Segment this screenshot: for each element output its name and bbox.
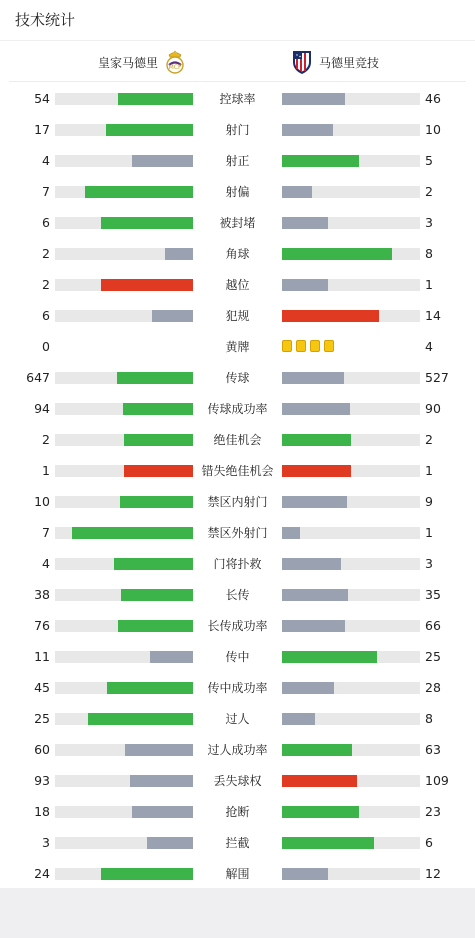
away-stat-value: 14 [425,308,441,323]
away-team [291,49,379,75]
home-stat-bar-track [55,93,193,105]
stat-row [0,585,475,605]
stat-label: 绝佳机会 [213,433,262,447]
home-stat-bar-track [55,775,193,787]
away-stat-value: 8 [425,711,433,726]
stat-label: 角球 [225,247,250,261]
stat-row [0,523,475,543]
stat-row [0,430,475,450]
away-stat-value: 1 [425,463,433,478]
stat-row [0,492,475,512]
stat-row [0,709,475,729]
stat-label: 错失绝佳机会 [201,464,274,478]
away-stat-bar-track [282,775,420,787]
yellow-card-icon [282,340,292,352]
stat-row [0,771,475,791]
home-stat-bar-track [55,155,193,167]
home-stat-value: 4 [42,556,50,571]
stat-label: 越位 [225,278,250,292]
away-stat-value: 5 [425,153,433,168]
stat-label: 拦截 [225,836,250,850]
home-stat-value: 18 [34,804,50,819]
away-stat-value: 1 [425,525,433,540]
away-stat-bar-track [282,248,420,260]
stat-row [0,678,475,698]
away-stat-value: 2 [425,432,433,447]
away-stat-bar [282,775,357,787]
home-stat-bar [117,372,193,384]
home-stat-bar [114,558,193,570]
home-stat-bar-track [55,589,193,601]
home-team-name: 皇家马德里 [97,55,158,70]
stat-label: 禁区内射门 [207,495,268,509]
away-stat-value: 23 [425,804,441,819]
home-stat-bar [120,496,193,508]
home-stat-bar [101,217,193,229]
stat-label: 长传成功率 [207,619,268,633]
stat-label: 射门 [225,123,250,137]
away-stat-bar-track [282,279,420,291]
away-team-name: 马德里竞技 [319,55,380,70]
stat-row [0,275,475,295]
away-stat-value: 2 [425,184,433,199]
home-stat-bar-track [55,651,193,663]
away-stat-bar-track [282,713,420,725]
home-stat-bar-track [55,434,193,446]
home-stat-bar-track [55,558,193,570]
home-stat-bar [150,651,193,663]
away-stat-bar-track [282,682,420,694]
yellow-card-icon [310,340,320,352]
stat-row [0,89,475,109]
away-stat-bar-track [282,217,420,229]
away-stat-bar [282,279,328,291]
away-stat-bar [282,589,348,601]
away-stat-bar [282,713,315,725]
home-stat-bar [118,93,193,105]
home-stat-value: 38 [34,587,50,602]
stat-label: 传球成功率 [207,402,268,416]
stat-label: 过人成功率 [207,743,268,757]
home-stat-value: 7 [42,525,50,540]
home-stat-value: 647 [26,370,50,385]
home-stat-bar [152,310,193,322]
away-stat-bar [282,620,345,632]
away-stat-value: 1 [425,277,433,292]
away-stat-bar-track [282,124,420,136]
stat-row [0,399,475,419]
home-stat-bar [88,713,193,725]
stat-label: 长传 [225,588,250,602]
yellow-card-icon [296,340,306,352]
away-stat-bar-track [282,496,420,508]
page-title: 技术统计 [0,0,475,41]
home-stat-bar [132,155,193,167]
home-stat-bar [85,186,193,198]
home-stat-bar-track [55,217,193,229]
home-stat-bar-track [55,279,193,291]
stat-label: 传中 [225,650,250,664]
home-stat-bar [106,124,193,136]
home-stat-bar [165,248,193,260]
stat-row [0,554,475,574]
away-stat-bar-track [282,744,420,756]
away-stat-value: 527 [425,370,449,385]
away-stat-bar-track [282,837,420,849]
home-stat-bar-track [55,248,193,260]
stat-row [0,244,475,264]
away-stat-bar [282,837,374,849]
home-stat-bar-track [55,496,193,508]
away-stat-bar-track [282,93,420,105]
home-stat-bar-track [55,744,193,756]
home-stat-bar-track [55,186,193,198]
home-stat-bar [124,434,193,446]
stat-row [0,151,475,171]
home-stat-value: 24 [34,866,50,881]
stat-label: 传球 [225,371,250,385]
home-stat-bar [107,682,193,694]
home-stat-value: 60 [34,742,50,757]
home-stat-bar [101,868,193,880]
away-stat-bar [282,124,333,136]
away-stat-bar-track [282,434,420,446]
stat-row [0,182,475,202]
home-stat-value: 2 [42,246,50,261]
away-stat-value: 6 [425,835,433,850]
home-stat-value: 7 [42,184,50,199]
home-stat-bar [130,775,193,787]
home-stat-bar [118,620,193,632]
stat-label: 解围 [225,867,250,881]
home-stat-bar-track [55,806,193,818]
stat-label: 射正 [225,154,250,168]
away-stat-bar-track [282,558,420,570]
away-stat-bar-track [282,806,420,818]
away-stat-value: 9 [425,494,433,509]
away-stat-value: 90 [425,401,441,416]
stat-row [0,213,475,233]
teams-header [9,41,466,82]
away-stat-value: 3 [425,215,433,230]
home-stat-bar-track [55,465,193,477]
away-stat-bar [282,93,345,105]
home-stat-value: 3 [42,835,50,850]
stat-row [0,461,475,481]
away-stat-value: 28 [425,680,441,695]
away-stat-bar [282,682,334,694]
home-stat-bar [121,589,193,601]
home-stat-value: 1 [42,463,50,478]
home-stat-value: 94 [34,401,50,416]
home-stat-bar [147,837,193,849]
away-stat-bar-track [282,310,420,322]
away-stat-bar-track [282,465,420,477]
away-stat-bar [282,248,392,260]
stat-label: 抢断 [225,805,250,819]
home-stat-value: 93 [34,773,50,788]
home-stat-value: 6 [42,308,50,323]
away-stat-value: 46 [425,91,441,106]
away-stat-bar [282,868,328,880]
stat-label: 传中成功率 [207,681,268,695]
away-stat-bar [282,651,377,663]
home-stat-bar [124,465,193,477]
home-stat-bar-track [55,837,193,849]
away-stat-bar [282,527,300,539]
away-stat-bar-track [282,651,420,663]
away-stat-bar-track [282,589,420,601]
away-stat-bar-track [282,155,420,167]
home-stat-value: 4 [42,153,50,168]
home-stat-value: 25 [34,711,50,726]
stat-label: 控球率 [219,92,256,106]
home-stat-bar [72,527,193,539]
stat-row [0,368,475,388]
away-stat-bar [282,310,379,322]
stat-row [0,616,475,636]
away-stat-value: 3 [425,556,433,571]
stat-row [0,120,475,140]
stat-label: 门将扑救 [213,557,262,571]
home-stat-value: 0 [42,339,50,354]
stat-row [0,740,475,760]
home-stat-bar [123,403,193,415]
away-stat-bar [282,465,351,477]
away-stat-bar-track [282,186,420,198]
away-stat-bar-track [282,527,420,539]
home-stat-value: 76 [34,618,50,633]
away-stat-value: 66 [425,618,441,633]
home-stat-bar-track [55,124,193,136]
stat-row [0,647,475,667]
away-stat-bar-track [282,620,420,632]
home-stat-bar [101,279,193,291]
home-stat-value: 45 [34,680,50,695]
home-stat-value: 11 [34,649,50,664]
yellow-card-icon [324,340,334,352]
stat-label: 黄牌 [225,340,250,354]
stat-label: 被封堵 [219,216,256,230]
away-stat-bar [282,806,359,818]
home-stat-value: 2 [42,432,50,447]
stat-label: 禁区外射门 [207,526,268,540]
away-stat-value: 10 [425,122,441,137]
stat-label: 丢失球权 [213,774,262,788]
away-stat-bar [282,496,347,508]
home-stat-bar-track [55,682,193,694]
away-stat-bar [282,744,352,756]
svg-text:MCF: MCF [168,64,182,71]
away-stat-value: 35 [425,587,441,602]
home-team [98,49,186,75]
home-stat-bar-track [55,527,193,539]
atletico-madrid-crest-icon [291,49,313,75]
away-stat-value: 109 [425,773,449,788]
away-stat-bar [282,186,312,198]
away-yellow-cards [282,340,334,352]
home-stat-bar-track [55,310,193,322]
stat-row [0,802,475,822]
away-stat-bar [282,372,344,384]
stat-row [0,833,475,853]
real-madrid-crest-icon [164,49,186,75]
away-stat-bar-track [282,403,420,415]
home-stat-value: 17 [34,122,50,137]
home-stat-value: 54 [34,91,50,106]
away-stat-value: 25 [425,649,441,664]
home-stat-bar-track [55,372,193,384]
away-stat-bar [282,403,350,415]
stat-row [0,864,475,884]
home-stat-bar-track [55,403,193,415]
away-stat-value: 63 [425,742,441,757]
away-stat-value: 4 [425,339,433,354]
away-stat-value: 12 [425,866,441,881]
home-stat-bar [132,806,193,818]
home-stat-bar [125,744,193,756]
stat-row [0,337,475,357]
away-stat-bar [282,217,328,229]
home-stat-value: 2 [42,277,50,292]
home-stat-bar-track [55,620,193,632]
away-stat-bar [282,558,341,570]
away-stat-bar-track [282,372,420,384]
stat-label: 犯规 [225,309,250,323]
away-stat-bar-track [282,868,420,880]
stat-label: 过人 [225,712,250,726]
away-stat-value: 8 [425,246,433,261]
home-stat-bar-track [55,713,193,725]
home-stat-bar-track [55,868,193,880]
home-stat-value: 10 [34,494,50,509]
home-stat-value: 6 [42,215,50,230]
away-stat-bar [282,155,359,167]
stat-label: 射偏 [225,185,250,199]
stat-row [0,306,475,326]
away-stat-bar [282,434,351,446]
